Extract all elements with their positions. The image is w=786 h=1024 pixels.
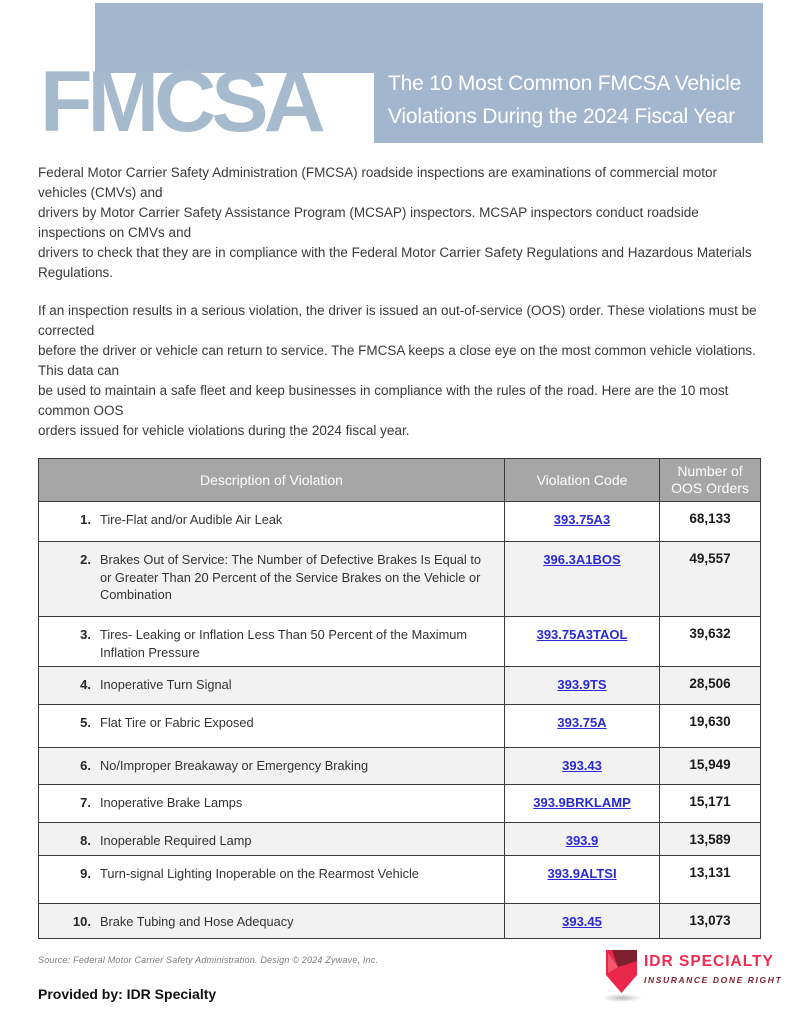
violation-code-link[interactable]: 393.9BRKLAMP (533, 795, 631, 810)
intro-p2-line1: If an inspection results in a serious violation, the driver is issued an out-of-service (OOS) order. These violations must be corrected (38, 303, 757, 338)
brand-text (644, 953, 782, 985)
brand-logo (606, 950, 784, 1008)
page-title (388, 67, 741, 133)
violation-description: Turn-signal Lighting Inoperable on the Rearmost Vehicle (100, 866, 419, 881)
violation-code-link[interactable]: 393.45 (562, 914, 602, 929)
violation-description: Inoperable Required Lamp (100, 833, 252, 848)
page-title-line2: Violations During the 2024 Fiscal Year (388, 105, 735, 128)
oos-order-count: 13,073 (660, 904, 761, 939)
intro-p2-line3: be used to maintain a safe fleet and keep businesses in compliance with the rules of the road. Here are the 10 most common OOS (38, 383, 729, 418)
row-rank: 8. (80, 833, 91, 848)
intro-paragraph-2 (38, 301, 760, 441)
intro-p2-line4: orders issued for vehicle violations during the 2024 fiscal year. (38, 423, 410, 438)
violation-code-link[interactable]: 393.9TS (557, 677, 607, 692)
violation-description: Brake Tubing and Hose Adequacy (100, 914, 294, 929)
table-row (39, 542, 761, 617)
table-row (39, 667, 761, 705)
oos-order-count: 49,557 (660, 542, 761, 617)
row-rank: 1. (80, 512, 91, 527)
row-rank: 10. (72, 914, 91, 929)
violation-description: Tires- Leaking or Inflation Less Than 50 Percent of the Maximum Inflation Pressure (100, 627, 468, 660)
source-note: Source: Federal Motor Carrier Safety Administration. Design © 2024 Zywave, Inc. (38, 955, 379, 965)
brand-tagline: INSURANCE DONE RIGHT (644, 975, 783, 985)
violation-code-link[interactable]: 393.43 (562, 758, 602, 773)
intro-paragraph-1 (38, 163, 760, 283)
oos-order-count: 19,630 (660, 705, 761, 748)
intro-p1-line1: Federal Motor Carrier Safety Administration (FMCSA) roadside inspections are examinations of commercial motor vehicles (CMVs) and (38, 165, 718, 200)
table-header-row (39, 459, 761, 502)
row-rank: 6. (80, 758, 91, 773)
table-row (39, 705, 761, 748)
row-rank: 9. (80, 866, 91, 881)
shield-shadow (602, 994, 642, 1002)
shield-icon (606, 950, 637, 993)
fmcsa-logo (0, 54, 374, 150)
oos-order-count: 13,131 (660, 856, 761, 904)
violation-description: Inoperative Brake Lamps (100, 795, 243, 810)
oos-order-count: 15,949 (660, 748, 761, 785)
page-title-line1: The 10 Most Common FMCSA Vehicle (388, 72, 742, 95)
table-row (39, 904, 761, 939)
intro-p2-line2: before the driver or vehicle can return to service. The FMCSA keeps a close eye on the most common vehicle violations. This data can (38, 343, 756, 378)
column-header-description: Description of Violation (39, 459, 505, 502)
table-row (39, 502, 761, 542)
oos-order-count: 28,506 (660, 667, 761, 705)
provided-by: Provided by: IDR Specialty (38, 986, 217, 1002)
oos-order-count: 39,632 (660, 617, 761, 667)
brand-name: IDR SPECIALTY (644, 953, 774, 970)
violations-table (38, 458, 761, 939)
violation-code-link[interactable]: 396.3A1BOS (543, 552, 621, 567)
table-row (39, 856, 761, 904)
violation-description: No/Improper Breakaway or Emergency Braking (100, 758, 369, 773)
violation-description: Inoperative Turn Signal (100, 677, 232, 692)
fmcsa-logo-text: FMCSA (40, 54, 321, 150)
oos-order-count: 13,589 (660, 823, 761, 856)
table-row (39, 823, 761, 856)
row-rank: 7. (80, 795, 91, 810)
row-rank: 3. (80, 627, 91, 642)
row-rank: 4. (80, 677, 91, 692)
table-row (39, 785, 761, 823)
content-area (38, 163, 760, 1002)
column-header-oos-orders: Number of OOS Orders (660, 459, 761, 502)
violation-code-link[interactable]: 393.75A3 (553, 512, 611, 527)
violation-description: Brakes Out of Service: The Number of Defective Brakes Is Equal to or Greater Than 20 Percent of the Service Brakes on the Vehicle or Combination (100, 552, 481, 602)
intro-p1-line2: drivers by Motor Carrier Safety Assistance Program (MCSAP) inspectors. MCSAP inspectors conduct roadside inspections on CMVs and (38, 205, 699, 240)
table-row (39, 748, 761, 785)
violation-code-link[interactable]: 393.9ALTSI (547, 866, 617, 881)
row-rank: 5. (80, 715, 91, 730)
oos-order-count: 68,133 (660, 502, 761, 542)
row-rank: 2. (80, 552, 91, 567)
violation-description: Flat Tire or Fabric Exposed (100, 715, 254, 730)
table-row (39, 617, 761, 667)
column-header-violation-code: Violation Code (505, 459, 660, 502)
violation-description: Tire-Flat and/or Audible Air Leak (100, 512, 283, 527)
violation-code-link[interactable]: 393.9 (565, 833, 599, 848)
violation-code-link[interactable]: 393.75A3TAOL (536, 627, 628, 642)
violation-code-link[interactable]: 393.75A (557, 715, 607, 730)
intro-p1-line3: drivers to check that they are in compliance with the Federal Motor Carrier Safety Regulations and Hazardous Materials Regulations. (38, 245, 752, 280)
oos-order-count: 15,171 (660, 785, 761, 823)
